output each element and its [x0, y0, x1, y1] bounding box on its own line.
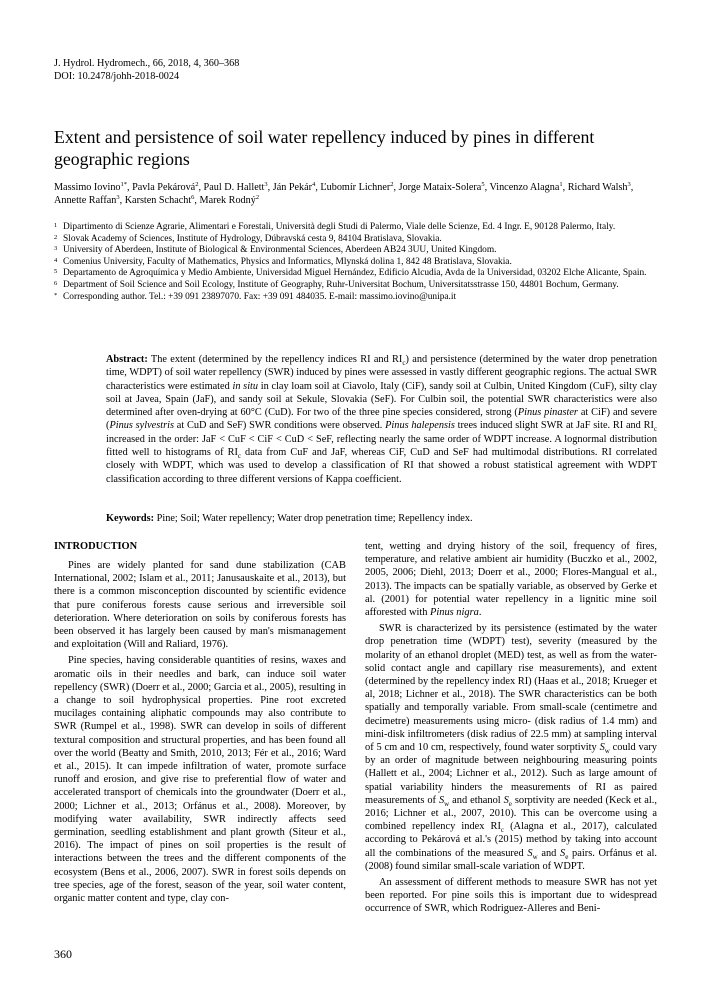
author-separator: ,	[127, 182, 133, 193]
author-affiliation-mark: 2	[255, 194, 260, 202]
journal-citation: J. Hydrol. Hydromech., 66, 2018, 4, 360–368	[54, 58, 240, 69]
author-separator: ,	[119, 195, 125, 207]
affiliation-text: Comenius University, Faculty of Mathematics, Physics and Informatics, Mlynská dolina 1, 842 48 Bratislava, Slovakia.	[63, 256, 512, 267]
author-affiliation-mark: 3	[264, 181, 268, 188]
paragraph-text: SWR is characterized by its persistence (estimated by the water drop penetration time (WDPT) test), severity (measured by the molarity of an ethanol droplet (MED) test, as well as from the water-solid contact angle and capillary rise measurements), and extent (determined by the repellency index RI) (Haas et al., 2018; Krueger et al, 2018; Lichner et al., 2018). The SWR characteristics can be both spatially and temporally variable. From small-scale (centimetre and decimetre) measurements using micro- (disk radius of 1.4 mm) and mini-disk infiltrometers (disk radius of 22.5 mm) at sampling interval of 5 cm and 10 cm, respectively, found water sorptivity	[365, 623, 657, 754]
variable: S	[560, 847, 566, 859]
paragraph-text: and ethanol	[449, 794, 504, 806]
author-name: Annette Raffan	[54, 195, 117, 207]
section-heading-introduction: INTRODUCTION	[54, 541, 138, 552]
author-separator: ,	[198, 182, 204, 193]
author-name: Massimo Iovino	[54, 182, 121, 193]
variable-sub: c	[500, 826, 505, 835]
author-affiliation-mark: 6	[191, 194, 195, 202]
author-name: Paul D. Hallett	[203, 182, 265, 193]
variable: S	[503, 794, 509, 806]
author-name: Karsten Schacht	[124, 195, 192, 207]
abstract-text: increased in the order: JaF < CuF < CiF < CuD < SeF, reflecting nearly the same order of WDPT increase. A lognormal distribution fitted well to histograms of RI	[106, 433, 657, 459]
affiliation-mark: 6	[54, 279, 58, 287]
author-affiliation-mark: 4	[312, 181, 316, 188]
author-separator: ,	[484, 182, 490, 193]
author-name: Pavla Pekárová	[132, 182, 196, 193]
abstract-text: data from CuF and JaF, whereas CiF, CuD and SeF had multimodal distributions. RI correlated closely with WDPT, which was used to develop a classification of RI that showed a robust statistical agreement with WDPT classification according to three different versions of Kappa coefficient.	[106, 447, 657, 485]
affiliation	[54, 292, 664, 304]
affiliation-text: Department of Soil Science and Soil Ecology, Institute of Geography, Ruhr-Universitat Bochum, Universitatsstrasse 150, 44801 Bochum, Germany.	[63, 279, 619, 290]
affiliation-text: University of Aberdeen, Institute of Biological & Environmental Sciences, Aberdeen AB24 3UU, United Kingdom.	[63, 245, 497, 256]
paper-title: Extent and persistence of soil water repellency induced by pines in different geographic regions	[54, 127, 595, 169]
abstract-label: Abstract:	[106, 354, 148, 365]
author-affiliation-mark: 2	[195, 181, 199, 188]
variable-sub: e	[565, 852, 569, 861]
affiliation-mark: *	[54, 291, 58, 299]
author-separator: ,	[562, 182, 568, 193]
affiliation	[54, 222, 664, 234]
affiliation-text: Slovak Academy of Sciences, Institute of Hydrology, Dúbravská cesta 9, 84104 Bratislava, Slovakia.	[63, 233, 442, 244]
affiliation-text: Corresponding author. Tel.: +39 091 23897070. Fax: +39 091 484035. E-mail: massimo.iovino@unipa.it	[63, 291, 457, 302]
paragraph-text: tent, wetting and drying history of the soil, frequency of fires, temperature, and relative ambient air humidity (Buczko et al., 2002, 2005, 2006; Diehl, 2013; Doerr et al., 2000; Flores-Mangual et al., 2013). The impacts can be spatially variable, as observed by Gerke et al. (2001) for potential water repellency in a lignitic mine soil afforested with	[365, 541, 657, 619]
abstract-sub: c	[402, 359, 406, 368]
keywords	[106, 512, 657, 525]
affiliation	[54, 268, 664, 280]
paragraph-text: could vary by an order of magnitude between neighbouring measuring points (Hallett et al., 2004; Lichner et al., 2012). Such as large amount of spatial variability hinders the measurements of RI as paired measurements of	[365, 742, 657, 806]
affiliation	[54, 280, 664, 292]
affiliation-mark: 4	[54, 256, 58, 264]
abstract-italic: Pinus pinaster	[517, 407, 578, 419]
right-column	[365, 540, 657, 919]
paragraph	[365, 622, 657, 873]
author-affiliation-mark: 3	[116, 194, 120, 202]
abstract	[106, 353, 657, 486]
paragraph-text: .	[478, 607, 482, 619]
affiliation	[54, 257, 664, 269]
paragraph: An assessment of different methods to measure SWR has not yet been reported. For pine soils this is important due to widespread occurrence of SWR, which Rodriguez-Alleres and Beni-	[365, 877, 657, 915]
affiliation-mark: 1	[54, 222, 58, 229]
keywords-text: Pine; Soil; Water repellency; Water drop penetration time; Repellency index.	[154, 513, 473, 524]
author-affiliation-mark: 3	[627, 181, 631, 188]
variable-sub: e	[508, 799, 512, 808]
journal-header	[54, 57, 239, 83]
author-affiliation-mark: 1*	[120, 181, 128, 188]
variable: S	[438, 794, 445, 806]
affiliations	[54, 222, 664, 303]
affiliation-mark: 3	[54, 245, 58, 253]
author-separator: ,	[630, 182, 634, 193]
paragraph-text: (Alagna et al., 2017), calculated according to Pekárová et al.'s (2015) method by taking into account all the combinations of the measured	[365, 821, 657, 859]
affiliation-mark: 5	[54, 268, 58, 276]
author-affiliation-mark: 1	[559, 181, 563, 188]
variable-sub: w	[604, 747, 610, 756]
author-name: Jorge Mataix-Solera	[398, 182, 482, 193]
abstract-sub: c	[237, 452, 241, 461]
paragraph: Pine species, having considerable quantities of resins, waxes and aromatic oils in their needles and bark, can induce soil water repellency (SWR) (Doerr et al., 2000; Garcia et al., 2005), resulting in a change to soil hydrophysical properties. Pine root excreted mucilages containing aliphatic compounds may also contribute to SWR (Rumpel et al., 1998). SWR can develop in soils of different textural composition and structural properties, and has been found all over the world (Beatty and Smith, 2010, 2013; Fér et al., 2016; Ward et al., 2015). It can impede infiltration of water, promote surface runoff and erosion, and give rise to preferential flow of water and accelerated transport of chemicals into the groundwater (Doerr et al., 2000; Lichner et al., 2013; Orfánus et al., 2008). Moreover, by modifying water availability, SWR indirectly affects seed germination, seedling establishment and plant growth (Siteur et al., 2016). The impact of pines on soil properties is the result of interactions between the trees and the different components of the ecosystem (Bens et al., 2006, 2007). SWR in forest soils depends on tree species, age of the forest, season of the year, soil water content, organic matter content and type, clay con-	[54, 655, 346, 905]
affiliation	[54, 245, 664, 257]
abstract-italic: Pinus sylvestris	[109, 420, 174, 432]
keywords-label: Keywords:	[106, 513, 155, 524]
paragraph-italic: Pinus nigra	[430, 607, 479, 619]
paragraph-text: pairs. Orfánus et al. (2008) found similar small-scale variation of WDPT.	[365, 847, 657, 872]
author-separator: ,	[393, 182, 399, 193]
paragraph	[365, 540, 657, 619]
author-name: Marek Rodný	[199, 195, 256, 207]
author-affiliation-mark: 5	[481, 181, 485, 188]
left-column	[54, 540, 346, 908]
author-list	[54, 181, 654, 208]
affiliation-text: Dipartimento di Scienze Agrarie, Alimentari e Forestali, Università degli Studi di Palermo, Viale delle Scienze, Ed. 4 Ingr. E, 90128 Palermo, Italy.	[63, 222, 616, 232]
abstract-text: at CuD and SeF) SWR conditions were observed.	[174, 420, 386, 432]
author-separator: ,	[267, 182, 273, 193]
author-separator: ,	[315, 182, 321, 193]
affiliation-mark: 2	[54, 233, 58, 241]
variable-sub: w	[444, 799, 450, 808]
abstract-text: The extent (determined by the repellency indices RI and RI	[147, 354, 403, 365]
abstract-text: trees induced slight SWR at JaF site. RI and RI	[454, 420, 654, 432]
variable-sub: w	[532, 852, 538, 861]
affiliation-text: Departamento de Agroquímica y Medio Ambiente, Universidad Miguel Hernández, Edificio Alcudia, Avda de la Universidad, 03202 Elche Alicante, Spain.	[63, 268, 647, 279]
abstract-sub: c	[653, 425, 657, 434]
variable: S	[527, 847, 533, 859]
author-affiliation-mark: 2	[390, 181, 394, 188]
abstract-italic: Pinus halepensis	[385, 420, 455, 432]
abstract-text: at CiF) and severe (	[106, 407, 657, 432]
paragraph-text: sorptivity are needed (Keck et al., 2016; Lichner et al., 2007, 2010). This can be overcome using a combined repellency index RI	[365, 794, 657, 833]
author-separator: ,	[194, 195, 200, 207]
variable: S	[599, 742, 605, 754]
author-name: Ľubomír Lichner	[320, 182, 391, 193]
abstract-italic: in situ	[232, 380, 259, 392]
doi: DOI: 10.2478/johh-2018-0024	[54, 71, 180, 82]
abstract-text: ) and persistence (determined by the water drop penetration time, WDPT) of soil water repellency (SWR) induced by pines were assessed in vastly different geographic regions. The actual SWR characteristics were estimated	[106, 354, 657, 392]
paragraph-text: and	[537, 847, 561, 859]
author-name: Vincenzo Alagna	[489, 182, 560, 193]
abstract-text: in clay loam soil at Ciavolo, Italy (CiF), sandy soil at Culbin, United Kingdom (CuF), silty clay soil at Javea, Spain (JaF), and sandy soil at Sekule, Slovakia (SeF). For Culbin soil, the potential SWR characteristics were also determined after oven-drying at 60°C (CuD). For two of the three pine species considered, strong (	[106, 380, 657, 419]
paragraph: Pines are widely planted for sand dune stabilization (CAB International, 2002; Islam et al., 2011; Janusauskaite et al., 2013), but there is a common misconception discounted by scientific evidence that pure coniferous forests cause serious and irreversible soil deterioration. Where deterioration on soils by coniferous forests has been observed it has largely been caused by man's mismanagement and exploitation (Will and Raliard, 1976).	[54, 560, 346, 651]
affiliation	[54, 234, 664, 246]
author-name: Richard Walsh	[567, 182, 628, 193]
author-name: Ján Pekár	[272, 182, 313, 193]
page-number: 360	[54, 947, 72, 961]
